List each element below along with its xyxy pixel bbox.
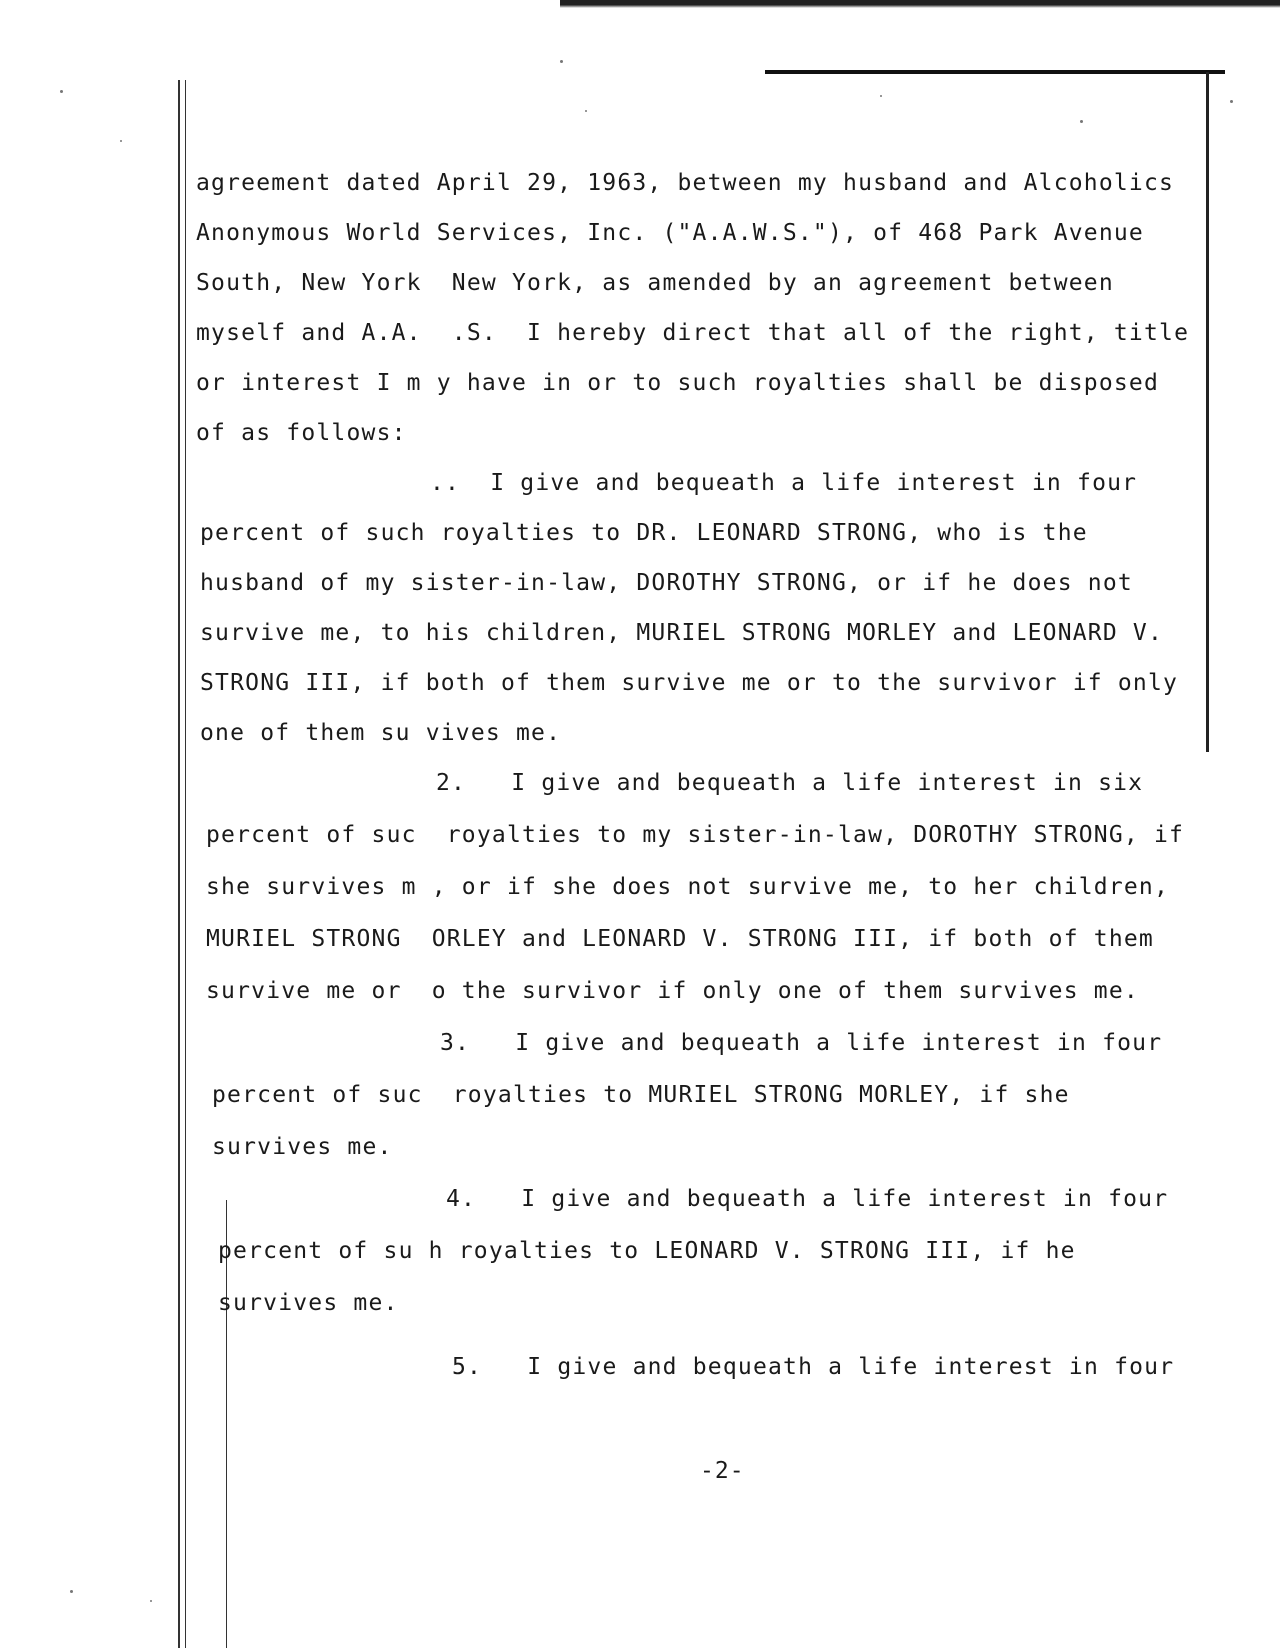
document-line: or interest I m y have in or to such royalties shall be disposed xyxy=(196,370,1160,396)
scan-noise xyxy=(880,95,882,97)
left-margin-line xyxy=(226,1200,227,1648)
scan-noise xyxy=(560,60,563,63)
document-line: husband of my sister-in-law, DOROTHY STRONG, or if he does not xyxy=(200,570,1133,596)
scan-noise xyxy=(60,90,63,93)
document-line: 5. I give and bequeath a life interest in four xyxy=(452,1354,1175,1380)
scan-noise xyxy=(150,1600,152,1602)
document-line: survive me or o the survivor if only one of them survives me. xyxy=(206,978,1139,1004)
scan-noise xyxy=(1230,100,1233,103)
scan-noise xyxy=(120,140,122,142)
document-line: survives me. xyxy=(218,1290,399,1316)
document-line: percent of suc royalties to my sister-in-law, DOROTHY STRONG, if xyxy=(206,822,1185,848)
document-line: agreement dated April 29, 1963, between my husband and Alcoholics xyxy=(196,170,1175,196)
scan-border-top xyxy=(560,0,1280,8)
document-line: 3. I give and bequeath a life interest in four xyxy=(440,1030,1163,1056)
scan-border-right xyxy=(1206,72,1209,752)
left-margin-line xyxy=(185,80,186,1648)
document-line: Anonymous World Services, Inc. ("A.A.W.S."), of 468 Park Avenue xyxy=(196,220,1144,246)
scan-noise xyxy=(585,110,587,112)
document-line: of as follows: xyxy=(196,420,407,446)
document-line: .. I give and bequeath a life interest in four xyxy=(430,470,1138,496)
document-line: South, New York New York, as amended by an agreement between xyxy=(196,270,1114,296)
scan-noise xyxy=(70,1590,73,1593)
document-line: she survives m , or if she does not survive me, to her children, xyxy=(206,874,1170,900)
scan-noise xyxy=(1080,120,1083,123)
document-line: percent of su h royalties to LEONARD V. STRONG III, if he xyxy=(218,1238,1076,1264)
document-line: percent of such royalties to DR. LEONARD STRONG, who is the xyxy=(200,520,1088,546)
left-margin-line xyxy=(178,80,180,1648)
document-line: 4. I give and bequeath a life interest in four xyxy=(446,1186,1169,1212)
document-line: 2. I give and bequeath a life interest in six xyxy=(436,770,1144,796)
document-line: myself and A.A. .S. I hereby direct that all of the right, title xyxy=(196,320,1190,346)
document-line: STRONG III, if both of them survive me or to the survivor if only xyxy=(200,670,1179,696)
scan-border-right-top xyxy=(765,70,1225,74)
document-line: survive me, to his children, MURIEL STRONG MORLEY and LEONARD V. xyxy=(200,620,1164,646)
document-line: one of them su vives me. xyxy=(200,720,562,746)
page-number: -2- xyxy=(700,1458,745,1484)
document-line: percent of suc royalties to MURIEL STRONG MORLEY, if she xyxy=(212,1082,1070,1108)
document-line: survives me. xyxy=(212,1134,393,1160)
document-line: MURIEL STRONG ORLEY and LEONARD V. STRONG III, if both of them xyxy=(206,926,1154,952)
